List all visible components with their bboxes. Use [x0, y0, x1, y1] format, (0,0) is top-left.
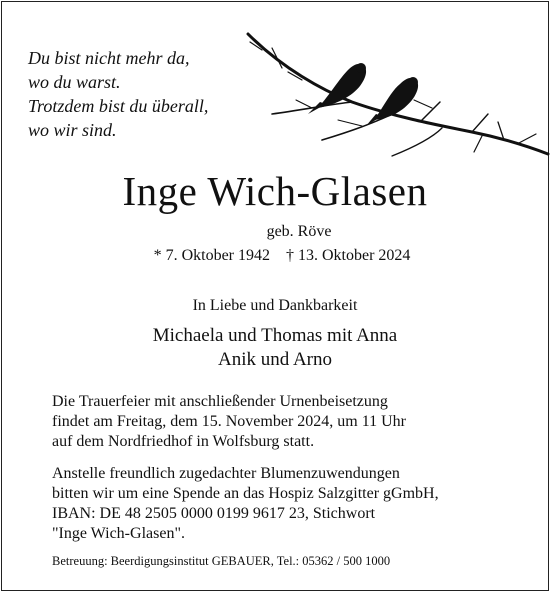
poem	[28, 46, 208, 142]
mourners-line: Anik und Arno	[218, 349, 332, 370]
poem-line: Du bist nicht mehr da,	[28, 48, 190, 68]
funeral-info	[52, 392, 406, 452]
life-dates	[2, 246, 548, 266]
funeral-home-footer: Betreuung: Beerdigungsinstitut GEBAUER, Tel.: 05362 / 500 1000	[52, 554, 391, 568]
poem-line: wo wir sind.	[28, 120, 117, 140]
funeral-line: Die Trauerfeier mit anschließender Urnenbeisetzung	[52, 393, 388, 410]
funeral-line: findet am Freitag, dem 15. November 2024, um 11 Uhr	[52, 413, 406, 430]
death-date: † 13. Oktober 2024	[286, 247, 411, 264]
donation-line: Anstelle freundlich zugedachter Blumenzuwendungen	[52, 465, 400, 482]
birth-name: geb. Röve	[266, 223, 332, 240]
poem-line: Trotzdem bist du überall,	[28, 96, 209, 116]
mourners-intro: In Liebe und Dankbarkeit	[192, 297, 358, 314]
mourners-names	[2, 324, 548, 372]
funeral-line: auf dem Nordfriedhof in Wolfsburg statt.	[52, 433, 315, 450]
birds-on-branch-illustration	[242, 28, 550, 168]
obituary-notice	[1, 1, 549, 591]
deceased-name: Inge Wich-Glasen	[122, 168, 428, 214]
mourners-line: Michaela und Thomas mit Anna	[152, 325, 398, 346]
donation-line: bitten wir um eine Spende an das Hospiz Salzgitter gGmbH,	[52, 485, 439, 502]
donation-line: IBAN: DE 48 2505 0000 0199 9617 23, Stichwort	[52, 505, 376, 522]
donation-info	[52, 464, 439, 544]
donation-line: "Inge Wich-Glasen".	[52, 525, 185, 542]
birth-date: * 7. Oktober 1942	[153, 247, 270, 264]
poem-line: wo du warst.	[28, 72, 121, 92]
